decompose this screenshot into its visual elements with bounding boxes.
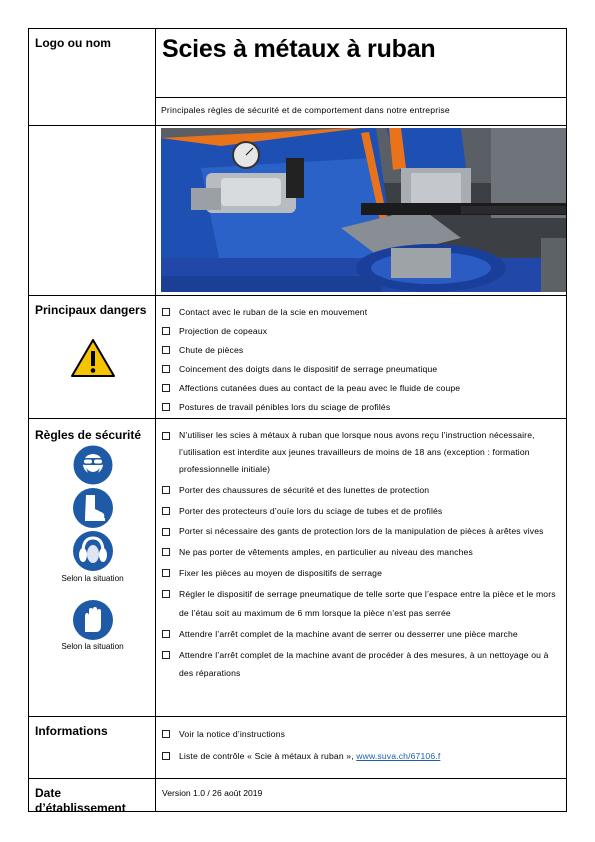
checkbox-icon <box>162 308 170 316</box>
checkbox-icon <box>162 569 170 577</box>
list-item: Chute de pièces <box>162 341 560 360</box>
band-saw-photo <box>161 128 566 292</box>
list-item: Coincement des doigts dans le dispositif de serrage pneumatique <box>162 360 560 379</box>
list-item: Postures de travail pénibles lors du sciage de profilés <box>162 398 560 417</box>
dangers-row <box>29 296 566 419</box>
goggles-mask-icon <box>72 444 114 486</box>
date-label: Date d’établissement <box>35 786 126 815</box>
checkbox-icon <box>162 548 170 556</box>
safety-sheet <box>28 28 567 815</box>
checkbox-icon <box>162 528 170 536</box>
checkbox-icon <box>162 752 170 760</box>
page-title: Scies à métaux à ruban <box>162 35 436 63</box>
list-item: Contact avec le ruban de la scie en mouvement <box>162 303 560 322</box>
dangers-list-cell <box>156 296 566 418</box>
checkbox-icon <box>162 432 170 440</box>
list-item: Affections cutanées dues au contact de la peau avec le fluide de coupe <box>162 379 560 398</box>
photo-row <box>29 126 566 296</box>
date-label-cell <box>29 779 156 815</box>
list-item: Régler le dispositif de serrage pneumatique de telle sorte que l’espace entre la pièce et le mors de l’étau soit au maximum de 6 mm lorsque la pièce n’est pas serrée <box>162 585 560 623</box>
situation-caption: Selon la situation <box>61 574 124 583</box>
informations-list <box>162 723 560 767</box>
date-row <box>29 779 566 815</box>
divider <box>156 97 566 98</box>
checkbox-icon <box>162 651 170 659</box>
checkbox-icon <box>162 590 170 598</box>
informations-list-cell <box>156 717 566 778</box>
list-item: Attendre l’arrêt complet de la machine avant de serrer ou desserrer une pièce marche <box>162 625 560 644</box>
informations-row <box>29 717 566 779</box>
list-item: Ne pas porter de vêtements amples, en particulier au niveau des manches <box>162 543 560 562</box>
version-date: Version 1.0 / 26 août 2019 <box>162 788 263 798</box>
logo-cell <box>29 29 156 125</box>
safety-boot-icon <box>72 487 114 529</box>
checkbox-icon <box>162 365 170 373</box>
dangers-list <box>162 303 560 417</box>
list-item: Projection de copeaux <box>162 322 560 341</box>
checkbox-icon <box>162 403 170 411</box>
warning-triangle-icon <box>70 338 116 378</box>
rules-list-cell <box>156 419 566 716</box>
dangers-label: Principaux dangers <box>35 303 147 317</box>
informations-label: Informations <box>35 724 108 738</box>
list-item: Attendre l’arrêt complet de la machine avant de procéder à des mesures, à un nettoyage ou à des réparations <box>162 646 560 682</box>
rules-label-cell <box>29 419 156 716</box>
ear-protection-icon <box>72 530 114 572</box>
list-item: Voir la notice d’instructions <box>162 723 560 745</box>
header-row <box>29 29 566 126</box>
title-cell <box>156 29 566 125</box>
checkbox-icon <box>162 630 170 638</box>
list-item: Liste de contrôle « Scie à métaux à ruban », www.suva.ch/67106.f <box>162 745 560 767</box>
checkbox-icon <box>162 486 170 494</box>
checkbox-icon <box>162 730 170 738</box>
situation-caption: Selon la situation <box>61 642 124 651</box>
checkbox-icon <box>162 507 170 515</box>
list-item: Fixer les pièces au moyen de dispositifs de serrage <box>162 564 560 583</box>
list-item: Porter des protecteurs d’ouïe lors du sciage de tubes et de profilés <box>162 502 560 521</box>
list-item: Porter des chaussures de sécurité et des lunettes de protection <box>162 481 560 500</box>
photo-left-cell <box>29 126 156 295</box>
checkbox-icon <box>162 346 170 354</box>
gloves-icon <box>72 599 114 641</box>
date-value-cell <box>156 779 566 811</box>
page-subtitle: Principales règles de sécurité et de comportement dans notre entreprise <box>161 105 450 115</box>
list-item: N’utiliser les scies à métaux à ruban que lorsque nous avons reçu l’instruction nécessaire, l’utilisation est interdite aux jeunes travailleurs de moins de 18 ans (exception : formation professionnelle initiale) <box>162 427 560 478</box>
rules-label: Règles de sécurité <box>35 428 142 442</box>
checklist-link[interactable]: www.suva.ch/67106.f <box>356 751 441 761</box>
list-item: Porter si nécessaire des gants de protection lors de la manipulation de pièces à arêtes vives <box>162 523 560 540</box>
checkbox-icon <box>162 327 170 335</box>
rules-list <box>162 427 560 682</box>
informations-label-cell <box>29 717 156 778</box>
rules-row <box>29 419 566 717</box>
logo-label: Logo ou nom <box>35 36 111 50</box>
dangers-label-cell <box>29 296 156 418</box>
photo-cell <box>156 126 566 295</box>
checkbox-icon <box>162 384 170 392</box>
